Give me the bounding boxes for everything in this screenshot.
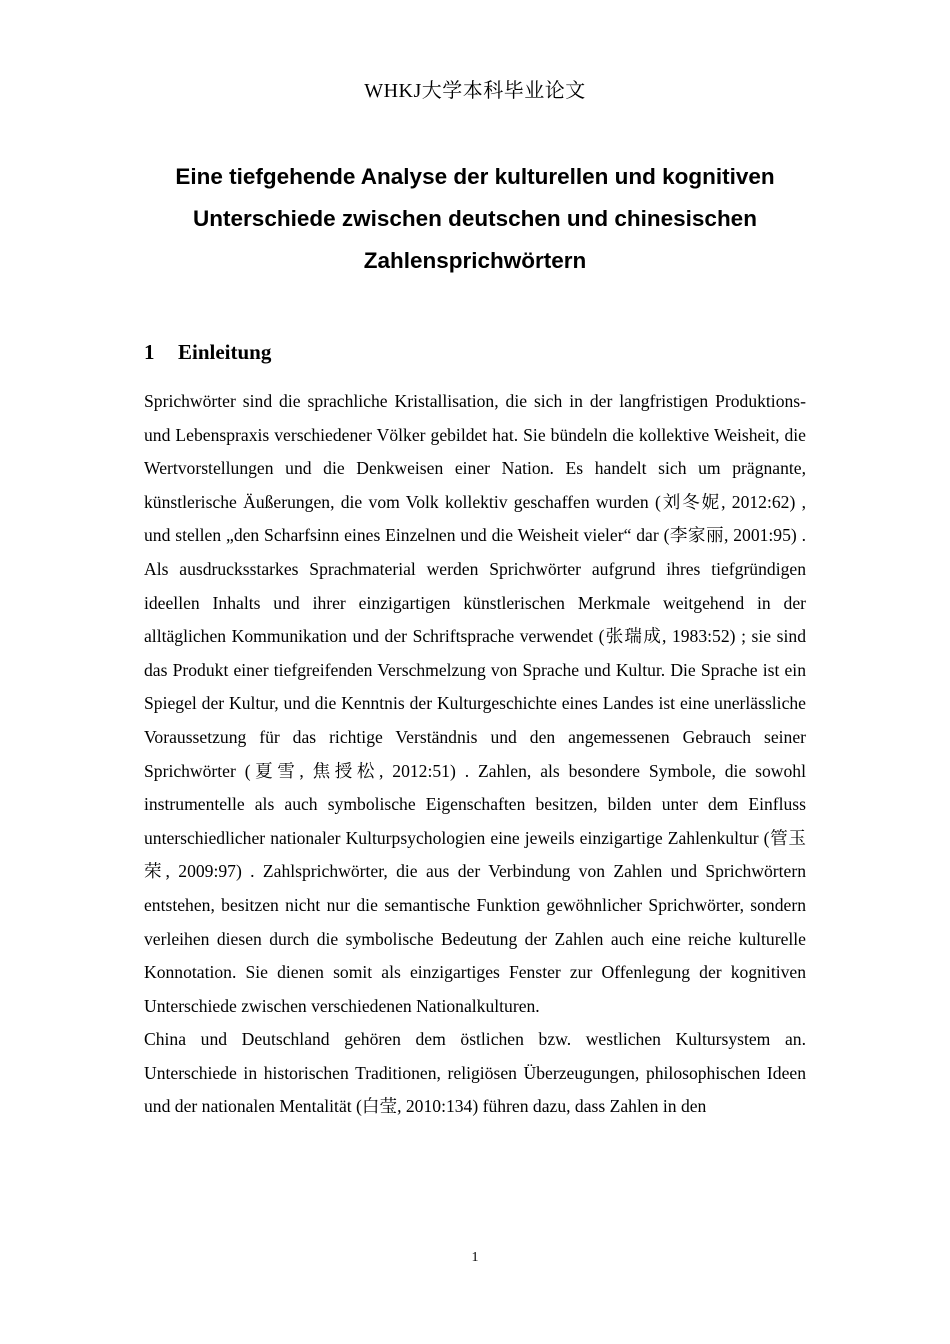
section-heading	[144, 340, 271, 365]
paper-title	[100, 156, 850, 282]
page-number: 1	[471, 1250, 479, 1265]
section-title: Einleitung	[178, 340, 272, 364]
paragraph-2: China und Deutschland gehören dem östlichen bzw. westlichen Kultursystem an. Unterschiede in historischen Traditionen, religiösen Überzeugungen, philosophischen Ideen und der nationalen Mentalität (白莹, 2010:134) führen dazu, dass Zahlen in den	[144, 1029, 806, 1117]
title-line-3: Zahlensprichwörtern	[363, 248, 587, 273]
title-line-2: Unterschiede zwischen deutschen und chinesischen	[193, 206, 757, 231]
title-line-1: Eine tiefgehende Analyse der kulturellen und kognitiven	[175, 164, 775, 189]
running-header: WHKJ大学本科毕业论文	[364, 80, 586, 102]
paragraph-1: Sprichwörter sind die sprachliche Kristallisation, die sich in der langfristigen Produktions- und Lebenspraxis verschiedener Völker gebildet hat. Sie bündeln die kollektive Weisheit, die Wertvorstellungen und die Denkweisen einer Nation. Es handelt sich um prägnante, künstlerische Äußerungen, die vom Volk kollektiv geschaffen wurden (刘冬妮, 2012:62) , und stellen „den Scharfsinn eines Einzelnen und die Weisheit vieler“ dar (李家丽, 2001:95) . Als ausdrucksstarkes Sprachmaterial werden Sprichwörter aufgrund ihres tiefgründigen ideellen Inhalts und ihrer einzigartigen künstlerischen Merkmale weitgehend in der alltäglichen Kommunikation und der Schriftsprache verwendet (张瑞成, 1983:52) ; sie sind das Produkt einer tiefgreifenden Verschmelzung von Sprache und Kultur. Die Sprache ist ein Spiegel der Kultur, und die Kenntnis der Kulturgeschichte eines Landes ist eine unerlässliche Voraussetzung für das richtige Verständnis und den angemessenen Gebrauch seiner Sprichwörter (夏雪, 焦授松, 2012:51) . Zahlen, als besondere Symbole, die sowohl instrumentelle als auch symbolische Eigenschaften besitzen, bilden unter dem Einfluss unterschiedlicher nationaler Kulturpsychologien eine jeweils einzigartige Zahlenkultur (管玉荣, 2009:97) . Zahlsprichwörter, die aus der Verbindung von Zahlen und Sprichwörtern entstehen, besitzen nicht nur die semantische Funktion gewöhnlicher Sprichwörter, sondern verleihen diesen durch die symbolische Bedeutung der Zahlen auch eine reiche kulturelle Konnotation. Sie dienen somit als einzigartiges Fenster zur Offenlegung der kognitiven Unterschiede zwischen verschiedenen Nationalkulturen.	[144, 391, 806, 1016]
body-text	[144, 385, 806, 1124]
section-number: 1	[144, 340, 155, 364]
